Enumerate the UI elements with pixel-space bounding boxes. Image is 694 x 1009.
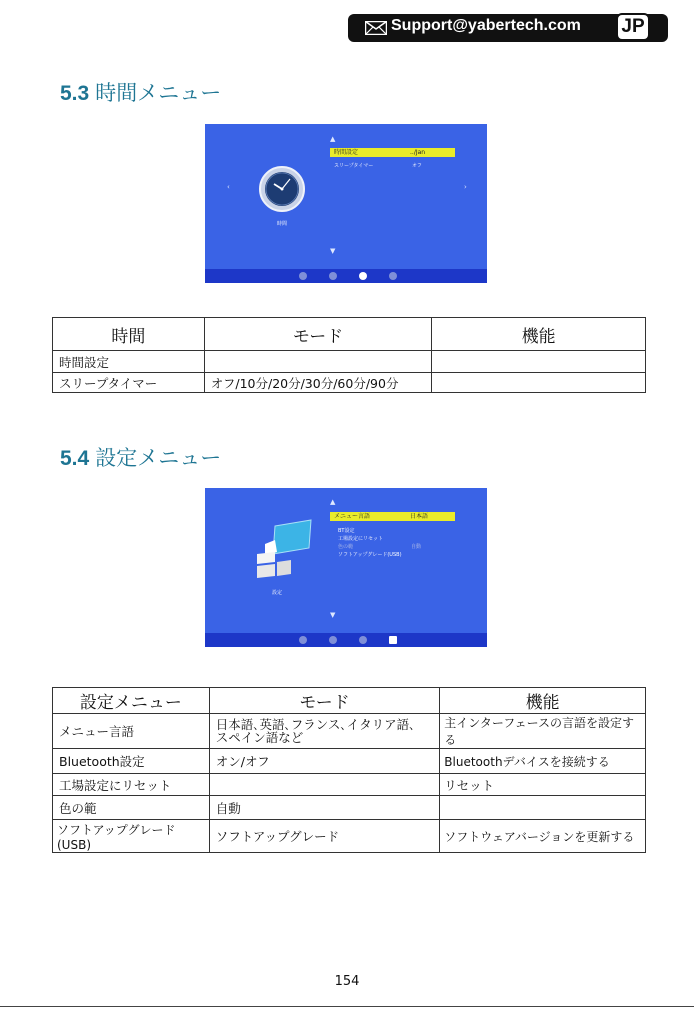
menu-selected-row (330, 512, 455, 521)
settings-caption: 設定 (272, 590, 283, 596)
menu-selected-row (330, 148, 455, 157)
table-cell: 主インターフェースの言語を設定する (440, 714, 646, 749)
screen-bottom-bar (205, 269, 487, 283)
section-title-text: 時間メニュー (95, 81, 222, 105)
table-cell (432, 351, 646, 373)
down-arrow-icon: ▼ (330, 611, 336, 619)
table-cell: Bluetoothデバイスを接続する (440, 749, 646, 774)
clock-icon (259, 166, 305, 212)
table-row (53, 749, 646, 774)
down-arrow-icon: ▼ (330, 247, 336, 255)
table-header: モード (209, 688, 440, 714)
settings-menu-screenshot (205, 488, 487, 647)
table-row (53, 820, 646, 853)
clock-caption: 時間 (277, 221, 288, 227)
footer-divider (0, 1006, 694, 1007)
table-cell: リセット (440, 774, 646, 796)
picture-icon (299, 272, 307, 280)
up-arrow-icon: ▲ (330, 498, 336, 506)
section-title-time-menu (60, 77, 221, 107)
menu-item: ソフトアップグレード(USB) (338, 552, 402, 558)
section-title-text: 設定メニュー (95, 446, 222, 470)
menu-item-value: 自動 (411, 544, 422, 550)
table-cell: Bluetooth設定 (53, 749, 210, 774)
table-cell (204, 351, 432, 373)
time-icon (359, 636, 367, 644)
time-menu-screenshot (205, 124, 487, 283)
table-cell (209, 774, 440, 796)
screen-bottom-bar (205, 633, 487, 647)
settings-icon (389, 636, 397, 644)
table-cell: スリープタイマー (53, 373, 205, 393)
menu-item-sleep-timer: スリープタイマー (334, 163, 374, 169)
sound-icon (329, 272, 337, 280)
table-header: モード (204, 318, 432, 351)
section-number: 5.3 (60, 82, 90, 105)
menu-selected-value: 日本語 (410, 513, 429, 520)
language-badge: JP (616, 13, 650, 41)
table-cell: メニュー言語 (53, 714, 210, 749)
menu-item: 色の範 (338, 544, 354, 550)
table-header: 設定メニュー (53, 688, 210, 714)
table-row (53, 351, 646, 373)
table-cell: ソフトアップグレード (209, 820, 440, 853)
up-arrow-icon: ▲ (330, 135, 336, 143)
sound-icon (329, 636, 337, 644)
page-number: 154 (334, 974, 360, 989)
time-menu-table (52, 317, 646, 393)
table-cell (440, 796, 646, 820)
mail-icon (365, 21, 387, 35)
settings-menu-table (52, 687, 646, 853)
table-cell (432, 373, 646, 393)
table-cell: ソフトアップグレード(USB) (53, 820, 210, 853)
settings-icon (389, 272, 397, 280)
table-cell: ソフトウェアバージョンを更新する (440, 820, 646, 853)
table-header: 時間 (53, 318, 205, 351)
table-row (53, 796, 646, 820)
section-number: 5.4 (60, 447, 90, 470)
table-cell: 日本語､英語､フランス､イタリア語､ スペイン語など (209, 714, 440, 749)
table-header: 機能 (440, 688, 646, 714)
table-row (53, 373, 646, 393)
table-cell: 自動 (209, 796, 440, 820)
table-header: 機能 (432, 318, 646, 351)
table-cell: オン/オフ (209, 749, 440, 774)
table-cell: オフ/10分/20分/30分/60分/90分 (204, 373, 432, 393)
menu-selected-label: メニュー言語 (334, 513, 371, 520)
table-header-row (53, 318, 646, 351)
table-row (53, 774, 646, 796)
menu-item-sleep-value: オフ (412, 163, 422, 169)
right-arrow-icon: › (464, 183, 467, 191)
table-cell: 時間設定 (53, 351, 205, 373)
menu-selected-label: 時間設定 (334, 149, 359, 156)
table-header-row (53, 688, 646, 714)
settings-cards-icon (253, 518, 317, 580)
left-arrow-icon: ‹ (227, 183, 230, 191)
table-cell: 工場設定にリセット (53, 774, 210, 796)
time-icon (359, 272, 367, 280)
support-email: Support@yabertech.com (391, 17, 581, 34)
menu-item: BT設定 (338, 528, 355, 534)
menu-item: 工場設定にリセット (338, 536, 383, 542)
picture-icon (299, 636, 307, 644)
table-row (53, 714, 646, 749)
section-title-settings-menu (60, 442, 221, 472)
menu-selected-value: ../Jan (410, 149, 426, 156)
table-cell: 色の範 (53, 796, 210, 820)
